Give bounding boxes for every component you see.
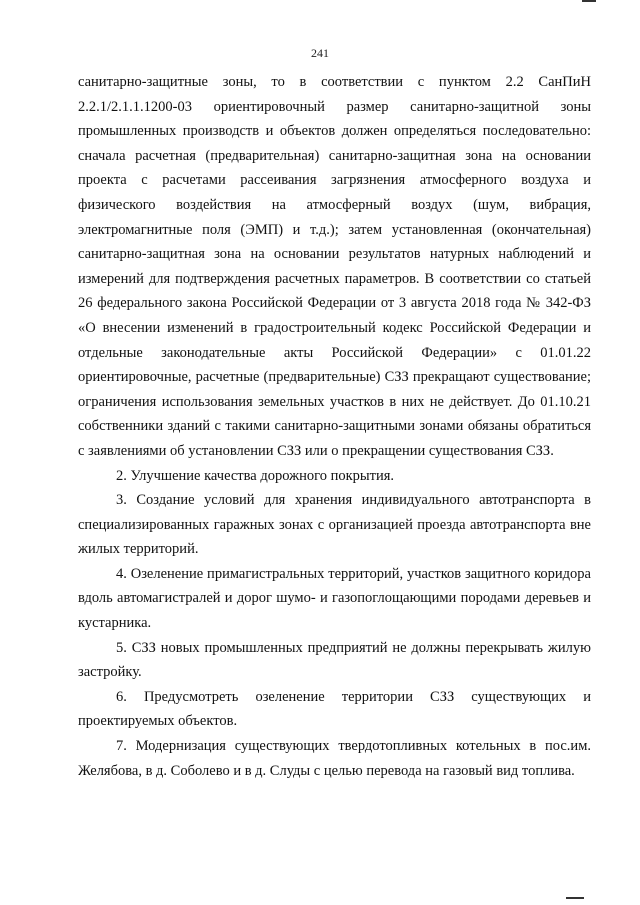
list-item-2: 2. Улучшение качества дорожного покрытия. <box>116 467 395 484</box>
document-body <box>78 70 591 783</box>
scan-artifact-bottom <box>566 897 584 899</box>
list-item-3: 3. Создание условий для хранения индивидуального автотранспорта в специализированных гаражных зонах с организацией проезда автотранспорта вне жилых территорий. <box>78 492 591 558</box>
list-item-7: 7. Модернизация существующих твердотопливных котельных в пос.им. Желябова, в д. Соболево и в д. Слуды с целью перевода на газовый вид топлива. <box>78 738 591 779</box>
list-item-4: 4. Озеленение примагистральных территорий, участков защитного коридора вдоль автомагистралей и дорог шумо- и газопоглощающими породами деревьев и кустарника. <box>78 565 591 632</box>
scan-artifact-top <box>582 0 596 2</box>
list-item-6: 6. Предусмотреть озеленение территории СЗЗ существующих и проектируемых объектов. <box>78 688 591 730</box>
page-number: 241 <box>311 46 329 60</box>
paragraph-continuation: санитарно-защитные зоны, то в соответствии с пунктом 2.2 СанПиН 2.2.1/2.1.1.1200-03 ориентировочный размер санитарно-защитной зоны промышленных производств и объектов должен определяться последовательно: сначала расчетная (предварительная) санитарно-защитная зона на основании проекта с расчетами рассеивания загрязнения атмосферного воздуха и физического воздействия на атмосферный воздух (шум, вибрация, электромагнитные поля (ЭМП) и т.д.); затем установленная (окончательная) санитарно-защитная зона на основании результатов натурных наблюдений и измерений для подтверждения расчетных параметров. В соответствии со статьей 26 федерального закона Российской Федерации от 3 августа 2018 года № 342-ФЗ «О внесении изменений в градостроительный кодекс Российской Федерации и отдельные законодательные акты Российской Федерации» с 01.01.22 ориентировочные, расчетные (предварительные) СЗЗ прекращают существование; ограничения использования земельных участков в них не действует. До 01.10.21 собственники зданий с такими санитарно-защитными зонами обязаны обратиться с заявлениями об установлении СЗЗ или о прекращении существования СЗЗ. <box>78 74 591 459</box>
list-item-5: 5. СЗЗ новых промышленных предприятий не должны перекрывать жилую застройку. <box>78 639 591 681</box>
